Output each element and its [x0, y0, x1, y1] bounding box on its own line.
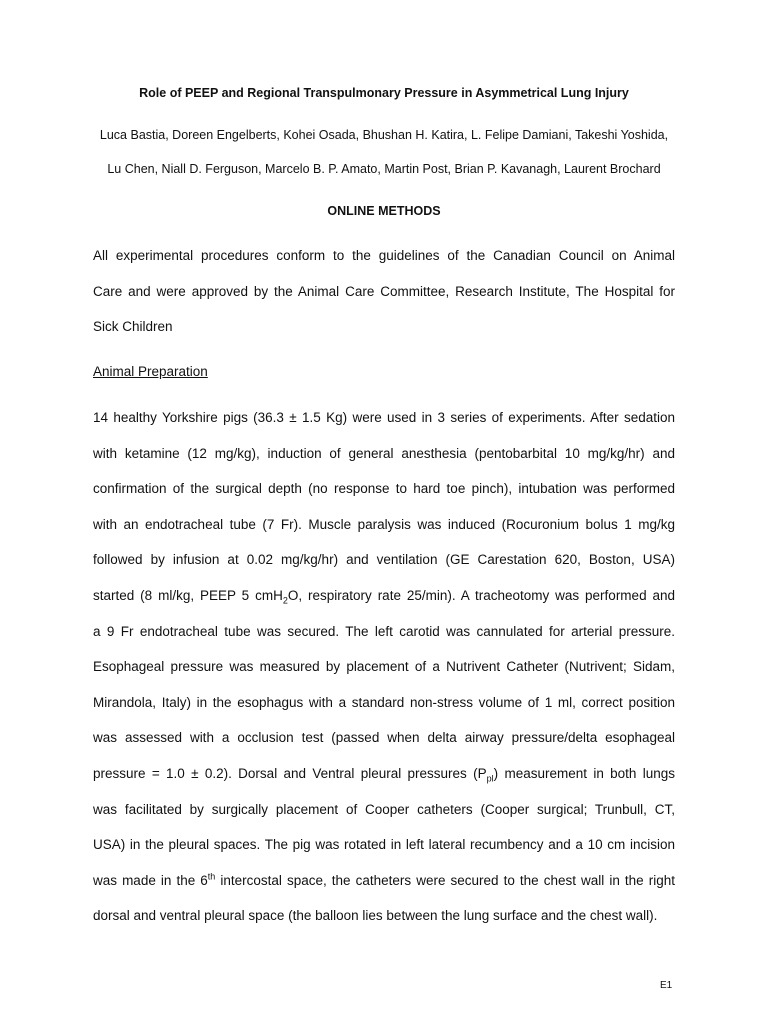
paragraph-line: Mirandola, Italy) in the esophagus with a standard non-stress volume of 1 ml, correct position — [93, 694, 675, 710]
text-run: intercostal space, the catheters were secured to the chest wall in the right — [215, 872, 676, 888]
authors-line-2: Lu Chen, Niall D. Ferguson, Marcelo B. P. Amato, Martin Post, Brian P. Kavanagh, Laurent Brochard — [107, 162, 661, 176]
authors-line-1: Luca Bastia, Doreen Engelberts, Kohei Osada, Bhushan H. Katira, L. Felipe Damiani, Takeshi Yoshida, — [99, 128, 669, 142]
paragraph-line: Sick Children — [93, 319, 173, 335]
text-run: pressure = 1.0 ± 0.2). Dorsal and Ventral pleural pressures (P — [93, 765, 487, 781]
paragraph-line: with an endotracheal tube (7 Fr). Muscle paralysis was induced (Rocuronium bolus 1 mg/kg — [93, 516, 675, 532]
subscript: 2 — [282, 595, 288, 606]
subscript: pl — [486, 773, 494, 784]
paragraph-line: was facilitated by surgically placement of Cooper catheters (Cooper surgical; Trunbull, CT, — [93, 801, 675, 817]
paragraph-line: confirmation of the surgical depth (no response to hard toe pinch), intubation was performed — [93, 481, 675, 497]
paragraph-line — [93, 863, 675, 899]
paragraph-line — [93, 756, 675, 792]
section-title: ONLINE METHODS — [327, 204, 441, 218]
paragraph-line: a 9 Fr endotracheal tube was secured. The left carotid was cannulated for arterial pressure. — [93, 623, 675, 639]
superscript: th — [207, 871, 216, 882]
paragraph-line: All experimental procedures conform to the guidelines of the Canadian Council on Animal — [93, 248, 675, 263]
text-run: O, respiratory rate 25/min). A tracheotomy was performed and — [287, 587, 676, 603]
text-run: ) measurement in both lungs — [493, 765, 676, 781]
paragraph-line — [93, 578, 675, 614]
paragraph-line: 14 healthy Yorkshire pigs (36.3 ± 1.5 Kg) were used in 3 series of experiments. After sedation — [93, 410, 675, 425]
text-run: started (8 ml/kg, PEEP 5 cmH — [93, 587, 283, 603]
paragraph-line: Esophageal pressure was measured by placement of a Nutrivent Catheter (Nutrivent; Sidam, — [93, 659, 675, 675]
paragraph-line: Care and were approved by the Animal Care Committee, Research Institute, The Hospital for — [93, 283, 675, 299]
subheading-animal-preparation: Animal Preparation — [93, 364, 208, 379]
paragraph-line: followed by infusion at 0.02 mg/kg/hr) and ventilation (GE Carestation 620, Boston, USA) — [93, 552, 675, 568]
paragraph-line: with ketamine (12 mg/kg), induction of general anesthesia (pentobarbital 10 mg/kg/hr) and — [93, 445, 675, 461]
paper-title: Role of PEEP and Regional Transpulmonary Pressure in Asymmetrical Lung Injury — [139, 86, 629, 100]
paragraph-line: dorsal and ventral pleural space (the balloon lies between the lung surface and the chest wall). — [93, 908, 658, 924]
paragraph-line: was assessed with a occlusion test (passed when delta airway pressure/delta esophageal — [93, 730, 675, 746]
page-number: E1 — [660, 980, 673, 991]
intro-paragraph — [93, 238, 675, 345]
animal-preparation-paragraph — [93, 400, 675, 934]
paragraph-line: USA) in the pleural spaces. The pig was rotated in left lateral recumbency and a 10 cm incision — [93, 837, 675, 853]
text-run: was made in the 6 — [93, 872, 208, 888]
